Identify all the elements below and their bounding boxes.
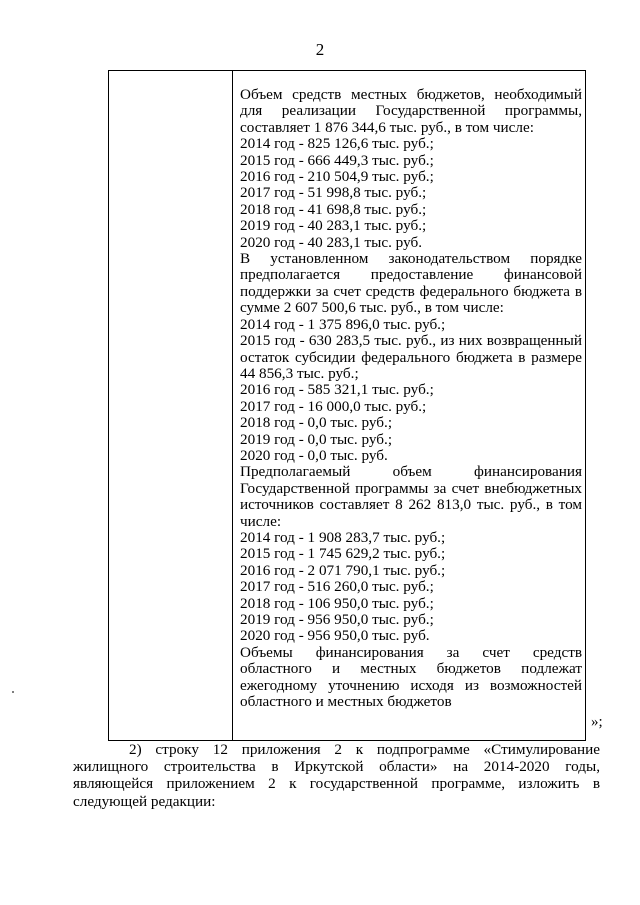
table-text-line: ежегодному уточнению исходя из возможностей [240, 676, 582, 694]
table-text-line: 2017 год - 16 000,0 тыс. руб.; [240, 397, 427, 415]
table-text-line: 2018 год - 106 950,0 тыс. руб.; [240, 594, 434, 612]
table-text-line: предполагается предоставление финансовой [240, 266, 582, 284]
page-number: 2 [315, 40, 325, 59]
table-text-line: Предполагаемый объем финансирования [240, 463, 582, 481]
closing-quote-mark: »; [591, 714, 603, 730]
amendment-paragraph [73, 741, 600, 810]
paragraph-line: 2) строку 12 приложения 2 к подпрограмме «Стимулирование [129, 741, 600, 758]
table-text-line: 2017 год - 516 260,0 тыс. руб.; [240, 578, 434, 596]
paragraph-line: являющейся приложением 2 к государственной программе, изложить в [73, 775, 600, 793]
table-text-line: 2020 год - 0,0 тыс. руб. [240, 446, 388, 464]
table-text-line: областного и местных бюджетов [240, 693, 452, 711]
table-text-line: 2019 год - 0,0 тыс. руб.; [240, 430, 393, 448]
table-text-line: 2015 год - 666 449,3 тыс. руб.; [240, 151, 434, 169]
table-text-line: 2015 год - 630 283,5 тыс. руб., из них возвращенный [240, 332, 582, 350]
table-text-line: источников составляет 8 262 813,0 тыс. руб., в том [240, 496, 582, 514]
table-text-line: 2017 год - 51 998,8 тыс. руб.; [240, 184, 427, 202]
table-text-line: В установленном законодательством порядке [240, 250, 582, 268]
scan-speck [12, 691, 14, 693]
table-text-line: 2019 год - 956 950,0 тыс. руб.; [240, 611, 434, 628]
table-text-line: сумме 2 607 500,6 тыс. руб., в том числе: [240, 299, 504, 317]
table-text-line: для реализации Государственной программы, [240, 102, 582, 120]
table-text-line: 2019 год - 40 283,1 тыс. руб.; [240, 217, 427, 235]
table-text-line: составляет 1 876 344,6 тыс. руб., в том числе: [240, 118, 534, 136]
table-text-line: 2018 год - 0,0 тыс. руб.; [240, 414, 393, 432]
table-text-line: 2016 год - 585 321,1 тыс. руб.; [240, 381, 434, 399]
table-text-line: 2018 год - 41 698,8 тыс. руб.; [240, 200, 427, 218]
table-text-line: Государственной программы за счет внебюджетных [240, 479, 582, 497]
table-text-line: 2015 год - 1 745 629,2 тыс. руб.; [240, 545, 446, 563]
table-text-line: областного и местных бюджетов подлежат [240, 660, 582, 678]
table-text-line: Объем средств местных бюджетов, необходимый [240, 86, 582, 103]
table-text-line: поддержки за счет средств федерального бюджета в [240, 282, 582, 300]
table-column-divider [232, 71, 233, 740]
table-text-line: 2020 год - 956 950,0 тыс. руб. [240, 627, 430, 645]
paragraph-line: следующей редакции: [73, 792, 216, 810]
table-text-line: числе: [240, 512, 282, 530]
table-text-line: 2020 год - 40 283,1 тыс. руб. [240, 233, 422, 251]
table-text-line: 2016 год - 210 504,9 тыс. руб.; [240, 168, 434, 186]
paragraph-line: жилищного строительства в Иркутской области» на 2014-2020 годы, [73, 758, 600, 776]
table-text-line: 2014 год - 825 126,6 тыс. руб.; [240, 135, 434, 153]
budget-table [108, 70, 586, 741]
table-right-cell [240, 87, 582, 710]
table-text-line: Объемы финансирования за счет средств [240, 643, 582, 661]
table-text-line: 44 856,3 тыс. руб.; [240, 364, 359, 382]
table-text-line: 2014 год - 1 908 283,7 тыс. руб.; [240, 528, 446, 546]
table-text-line: остаток субсидии федерального бюджета в размере [240, 348, 582, 366]
table-text-line: 2016 год - 2 071 790,1 тыс. руб.; [240, 561, 446, 579]
table-text-line: 2014 год - 1 375 896,0 тыс. руб.; [240, 315, 446, 333]
